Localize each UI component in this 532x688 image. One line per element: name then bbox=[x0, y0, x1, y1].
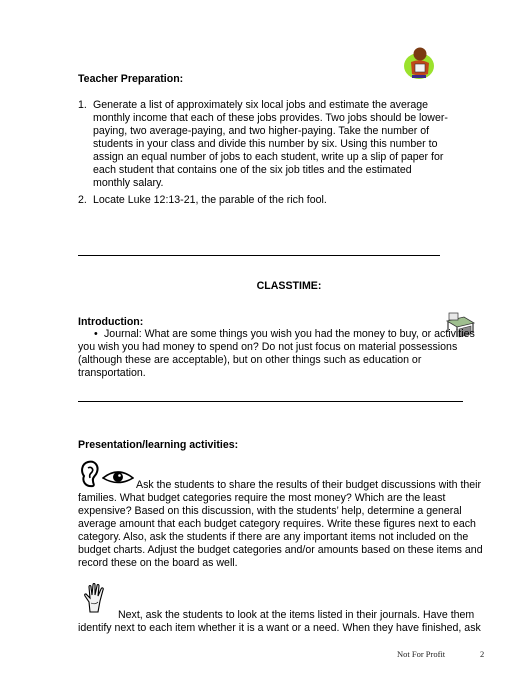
divider bbox=[78, 401, 463, 402]
bullet: • bbox=[94, 328, 98, 340]
list-number: 2. bbox=[78, 194, 87, 206]
introduction-text: Journal: What are some things you wish you had the money to buy, or activities you wish you had money to spend on? Do not just focus on material possessions (although these are acceptable), but on other things such as education or transportation. bbox=[78, 328, 475, 379]
presentation-paragraph: Next, ask the students to look at the items listed in their journals. Have them identify next to each item whether it is a want or a need. When they have finished, ask bbox=[78, 609, 481, 634]
divider bbox=[78, 255, 440, 256]
presentation-paragraph: Ask the students to share the results of their budget discussions with their families. What budget categories require the most money? Which are the least expensive? Based on this discussion, with the students’ help, determine a general average amount that each budget category requires. Write these figures next to each category. Also, ask the students if there are any important items not included on the budget charts. Adjust the budget categories and/or amounts based on these items and record these on the board as well. bbox=[78, 479, 483, 569]
page-number: 2 bbox=[480, 649, 485, 659]
introduction-heading: Introduction: bbox=[78, 316, 144, 328]
footer-label: Not For Profit bbox=[397, 649, 446, 659]
reading-person-icon bbox=[402, 44, 436, 80]
list-item: Generate a list of approximately six local jobs and estimate the average monthly income that each of these jobs provides. Two jobs should be lower-paying, two average-paying, and two higher-paying. Take the number of students in your class and divide this number by six. Using this number to assign an equal number of jobs to each student, write up a slip of paper for each student that contains one of the six job titles and the estimated monthly salary. bbox=[93, 99, 448, 189]
list-number: 1. bbox=[78, 99, 87, 111]
list-item: Locate Luke 12:13-21, the parable of the rich fool. bbox=[93, 194, 327, 206]
presentation-heading: Presentation/learning activities: bbox=[78, 439, 239, 451]
teacher-prep-heading: Teacher Preparation: bbox=[78, 73, 184, 85]
classtime-heading: CLASSTIME: bbox=[256, 280, 322, 292]
